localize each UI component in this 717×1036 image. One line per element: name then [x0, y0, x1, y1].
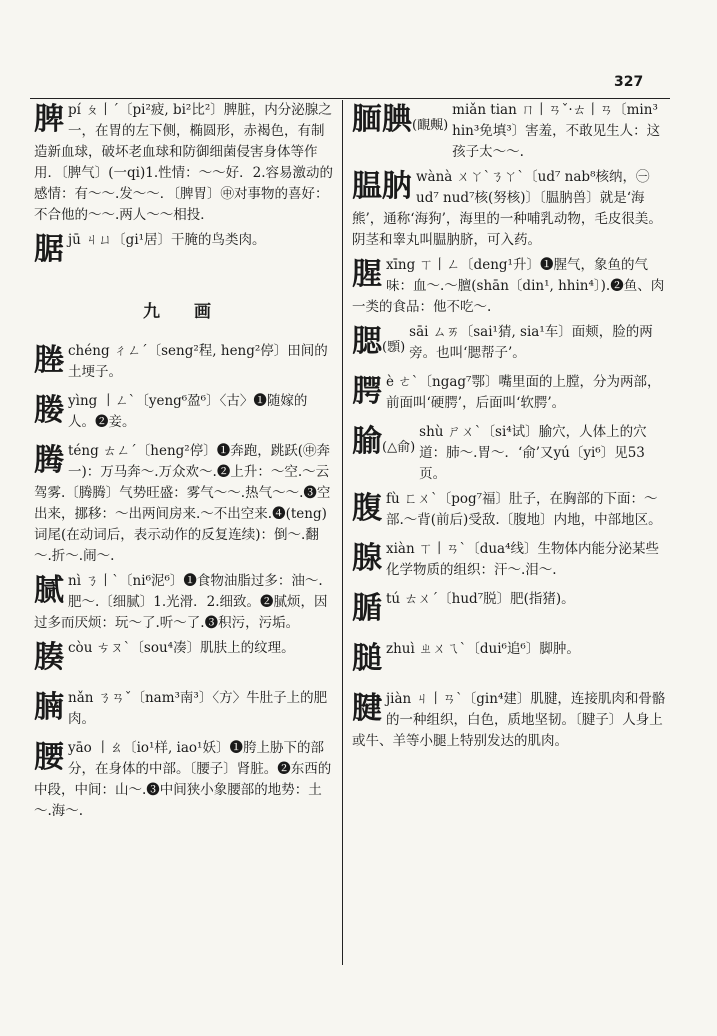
- entry-text: jū ㄐㄩ〔gi¹居〕干腌的鸟类肉。: [68, 232, 266, 248]
- dictionary-entry: [34, 638, 334, 684]
- variant-form: (△俞): [382, 440, 416, 455]
- dictionary-entry: [352, 589, 668, 635]
- column-divider: [342, 100, 343, 965]
- entry-text: fù ㄈㄨˋ〔pog⁷福〕肚子，在胸部的下面：～部.～背(前后)受敌.〔腹地〕内地，中部地区。: [386, 491, 662, 528]
- entry-text: còu ㄘㄡˋ〔sou⁴凑〕肌肤上的纹理。: [68, 640, 295, 656]
- entry-text: xiàn ㄒ丨ㄢˋ〔dua⁴线〕生物体内能分泌某些化学物质的组织：汗～.泪～.: [386, 541, 660, 578]
- entry-text: nǎn ㄋㄢˇ〔nam³南³〕〈方〉牛肚子上的肥肉。: [68, 690, 328, 727]
- headword: 腠: [34, 640, 64, 675]
- headword: 腒: [34, 232, 64, 267]
- headword: 媵: [34, 393, 64, 428]
- dictionary-entry: [34, 688, 334, 734]
- dictionary-entry: [352, 422, 668, 485]
- dictionary-entry: [352, 489, 668, 535]
- top-rule: [30, 98, 670, 99]
- dictionary-entry: [352, 100, 668, 163]
- dictionary-entry: [34, 100, 334, 226]
- entry-text: shù ㄕㄨˋ〔si⁴试〕腧穴，人体上的穴道：肺～.胃～．‘俞’又yú〔yi⁶〕见53页。: [419, 424, 647, 482]
- entry-text: miǎn tian ㄇ丨ㄢˇ·ㄊ丨ㄢ〔min³ hin³免填³〕害羞，不敢见生人：这孩子太～～.: [452, 102, 661, 160]
- dictionary-entry: [352, 539, 668, 585]
- dictionary-entry: [352, 167, 668, 251]
- headword: 脾: [34, 102, 64, 137]
- page-number: 327: [614, 74, 644, 90]
- left-column: [34, 100, 334, 826]
- dictionary-entry: [352, 255, 668, 318]
- headword: 腩: [34, 690, 64, 725]
- headword: 膇: [352, 641, 382, 676]
- dictionary-entry: [352, 639, 668, 685]
- headword: 腹: [352, 491, 382, 526]
- dictionary-entry: [34, 571, 334, 634]
- dictionary-entry: [352, 689, 668, 752]
- entry-text: sāi ㄙㄞ〔sai¹猜, sia¹车〕面颊，脸的两旁。也叫‘腮帮子’。: [409, 324, 653, 361]
- entry-text: xīng ㄒ丨ㄥ〔deng¹升〕❶腥气，象鱼的气味：血～.～膻(shān〔din¹, hhin⁴〕).❷鱼、肉一类的食品：他不吃～.: [352, 257, 665, 315]
- entry-text: yìng 丨ㄥˋ〔yeng⁶盈⁶〕〈古〉❶随嫁的人。❷妾。: [68, 393, 308, 430]
- dictionary-entry: [34, 230, 334, 276]
- entry-text: pí ㄆ丨ˊ〔pi²疲, bi²比²〕脾脏，内分泌腺之一，在胃的左下侧，椭圆形，赤褐色，有制造新血球，破坏老血球和防御细菌侵害身体等作用．〔脾气〕(一qi)1.性情：～～好．2.容易激动的感情：有～～.发～～．〔脾胃〕㊥对事物的喜好：不合他的～～.两人～～相投．: [34, 102, 334, 223]
- entry-text: chéng ㄔㄥˊ〔seng²程, heng²停〕田间的土埂子。: [68, 343, 328, 380]
- right-column: [352, 100, 668, 756]
- entry-text: zhuì ㄓㄨㄟˋ〔dui⁶追⁶〕脚肿。: [386, 641, 580, 657]
- entry-text: téng ㄊㄥˊ〔heng²停〕❶奔跑，跳跃(㊥奔一)：万马奔～.万众欢～.❷上升：～空.～云驾雾.〔腾腾〕气势旺盛：雾气～～.热气～～.❸空出来，挪移：～出两间房来.～不出空来.❹(teng)词尾(在动词后，表示动作的反复连续)：倒～.翻～.折～.闹～.: [34, 443, 331, 564]
- section-title: 九 画: [143, 302, 225, 322]
- headword: 腧(△俞): [352, 424, 416, 459]
- entry-text: yāo 丨ㄠ〔io¹样, iao¹妖〕❶胯上胁下的部分，在身体的中部。〔腰子〕肾脏。❷东西的中段，中间：山～.❸中间狭小象腰部的地势：土～.海～.: [34, 740, 332, 819]
- dictionary-entry: [34, 441, 334, 567]
- entry-text: wànà ㄨㄚˋㄋㄚˋ〔ud⁷ nab⁸核纳，㊀ud⁷ nud⁷核(努核)〕〔腽肭兽〕就是‘海熊’，通称‘海狗’，海里的一种哺乳动物，毛皮很美。阴茎和睾丸叫腽肭脐，可入药。: [352, 169, 662, 248]
- dictionary-entry: [34, 341, 334, 387]
- headword: 腽肭: [352, 169, 412, 204]
- headword: 腰: [34, 740, 64, 775]
- headword: 腾: [34, 443, 64, 478]
- entry-text: tú ㄊㄨˊ〔hud⁷脱〕肥(指猪)。: [386, 591, 575, 607]
- headword: 腼腆(靦覥): [352, 102, 449, 137]
- dictionary-entry: [34, 738, 334, 822]
- variant-form: (顋): [382, 340, 406, 355]
- dictionary-entry: [352, 322, 668, 368]
- headword: 塍: [34, 343, 64, 378]
- headword: 腯: [352, 591, 382, 626]
- entry-text: nì ㄋ丨ˋ〔ni⁶泥⁶〕❶食物油脂过多：油～.肥～.〔细腻〕1.光滑．2.细致。❷腻烦，因过多而厌烦：玩～了.听～了.❸积污，污垢。: [34, 573, 328, 631]
- headword: 腱: [352, 691, 382, 726]
- headword: 腮(顋): [352, 324, 406, 359]
- variant-form: (靦覥): [412, 118, 449, 133]
- headword: 腭: [352, 374, 382, 409]
- dictionary-entry: [352, 372, 668, 418]
- entry-text: è ㄜˋ〔ngag⁷鄂〕嘴里面的上膛，分为两部，前面叫‘硬腭’，后面叫‘软腭’。: [386, 374, 661, 411]
- dictionary-entry: [34, 391, 334, 437]
- entry-text: jiàn ㄐ丨ㄢˋ〔gin⁴建〕肌腱，连接肌肉和骨骼的一种组织，白色，质地坚韧。〔腱子〕人身上或牛、羊等小腿上特别发达的肌肉。: [352, 691, 666, 749]
- headword: 腺: [352, 541, 382, 576]
- headword: 腻: [34, 573, 64, 608]
- headword: 腥: [352, 257, 382, 292]
